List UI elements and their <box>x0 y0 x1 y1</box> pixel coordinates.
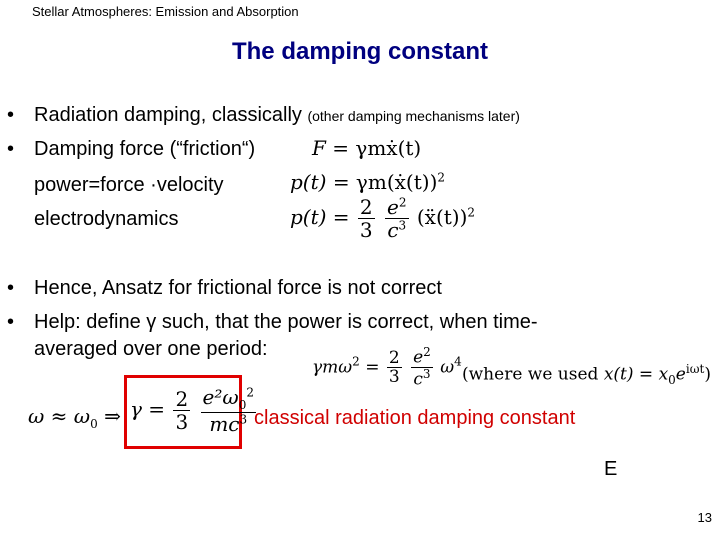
eq-power-ed-num2exp: 2 <box>398 195 407 210</box>
eq-gamma-den2exp: 3 <box>239 412 248 427</box>
bullet-line-4: Help: define γ such, that the power is correct, when time- <box>34 311 538 333</box>
eq-avg-rhs: ω <box>440 357 455 378</box>
eq-gamma-frac2 <box>201 386 256 435</box>
eq-power-ed-num: 2 <box>359 195 373 219</box>
eq-approx-arrow: ⇒ <box>104 404 121 428</box>
page-number: 13 <box>697 510 712 525</box>
equation-power-mech <box>290 170 445 194</box>
eq-power-mech-rhs: = γm(ẋ(t)) <box>332 170 438 194</box>
eq-gamma-num2: e²ω <box>202 385 239 409</box>
eq-power-ed-num2: e <box>387 195 399 219</box>
eq-avg-den2exp: 3 <box>422 367 431 382</box>
eq-avg-den2: c <box>413 370 423 390</box>
bullet-line-2: Damping force (“friction“) <box>34 138 256 160</box>
eq-avg-rhsexp: 4 <box>454 354 462 369</box>
equation-approx <box>28 404 121 431</box>
line-power-velocity: power=force ·velocity <box>34 174 224 196</box>
red-label-damping-constant: classical radiation damping constant <box>254 407 576 429</box>
eq-approx-lhssub: 0 <box>90 417 98 431</box>
where-text: (where we used <box>462 364 599 385</box>
eq-avg-lhsexp: 2 <box>352 354 360 369</box>
eq-avg-num: 2 <box>388 347 400 368</box>
eq-approx-lhs: ω ≈ ω <box>28 404 91 428</box>
bullet-marker-2: • <box>7 138 15 160</box>
eq-gamma-num: 2 <box>175 387 189 412</box>
eq-avg-num2: e <box>413 347 424 368</box>
eq-gamma-num2sub: 0 <box>238 398 247 412</box>
eq-gamma-den2: mc <box>209 412 240 437</box>
eq-power-ed-frac1 <box>358 196 375 241</box>
eq-power-ed-lhs: p(t) = <box>290 205 350 229</box>
eq-avg-frac2 <box>411 346 433 390</box>
equation-power-ed <box>290 196 475 241</box>
bullet-marker-4: • <box>7 311 15 333</box>
equation-averaged-power <box>312 346 462 390</box>
slide-title: The damping constant <box>231 38 488 65</box>
bullet-marker-1: • <box>7 104 15 126</box>
eq-force-lhs: F <box>312 136 326 160</box>
equation-gamma <box>130 386 258 435</box>
slide-header: Stellar Atmospheres: Emission and Absorption <box>32 4 299 19</box>
bullet-aside-1: (other damping mechanisms later) <box>307 108 520 124</box>
bullet-marker-3: • <box>7 277 15 299</box>
line-electrodynamics: electrodynamics <box>34 208 179 230</box>
eq-avg-frac1 <box>387 349 402 387</box>
where-note <box>462 362 711 387</box>
bullet-line-3: Hence, Ansatz for frictional force is not correct <box>34 277 442 299</box>
footer-glyph: E <box>604 458 618 480</box>
where-xsub: 0 <box>668 373 676 388</box>
eq-force-rhs: = γmẋ(t) <box>332 136 422 160</box>
where-close: ) <box>704 364 711 385</box>
eq-power-ed-den2: c <box>387 218 399 242</box>
where-xexp: iωt <box>685 362 705 376</box>
eq-avg-num2exp: 2 <box>423 345 431 359</box>
where-xe: e <box>675 364 686 385</box>
eq-gamma-num2exp: 2 <box>246 385 254 400</box>
eq-avg-eq: = <box>365 357 380 378</box>
equation-force <box>312 136 421 160</box>
eq-power-mech-exp: 2 <box>437 170 446 185</box>
eq-avg-lhs: γmω <box>312 357 353 378</box>
bullet-text-1: Radiation damping, classically <box>34 104 308 126</box>
eq-power-mech-lhs: p(t) <box>290 170 327 194</box>
where-x: x(t) = x <box>603 364 669 385</box>
eq-avg-den: 3 <box>388 367 400 388</box>
eq-power-ed-exp: 2 <box>467 205 476 220</box>
eq-gamma-lhs: γ = <box>130 397 166 422</box>
bullet-line-1 <box>34 104 520 127</box>
eq-gamma-den: 3 <box>175 410 189 435</box>
eq-power-ed-den2exp: 3 <box>398 218 407 233</box>
bullet-line-4-cont: averaged over one period: <box>34 338 268 360</box>
eq-power-ed-frac2 <box>385 196 408 241</box>
eq-power-ed-rhs: (ẍ(t)) <box>416 205 468 229</box>
eq-power-ed-den: 3 <box>359 218 373 242</box>
eq-gamma-frac1 <box>173 388 190 433</box>
